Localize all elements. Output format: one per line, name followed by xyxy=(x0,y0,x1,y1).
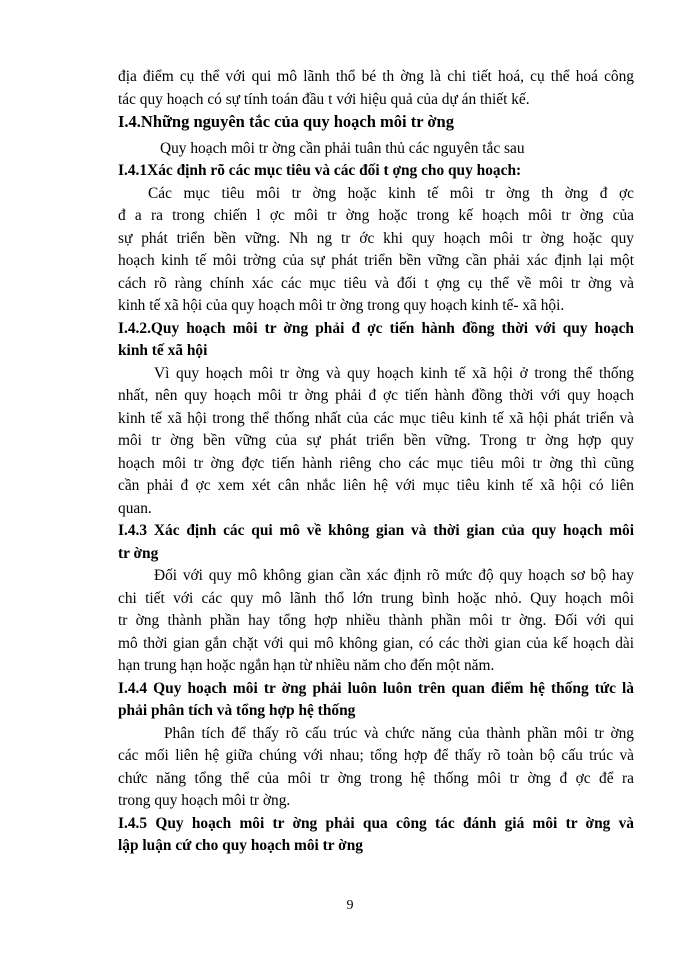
section-heading: I.4.Những nguyên tắc của quy hoạch môi tr ờng xyxy=(118,112,454,131)
subsection-heading: kinh tế xã hội xyxy=(118,342,208,359)
body-line: Vì quy hoạch môi tr ờng và quy hoạch kinh tế xã hội ở trong thể thống xyxy=(154,364,634,382)
body-line: kinh tế xã hội trong thể thống nhất của các mục tiêu kinh tế xã hội phát triển và xyxy=(118,409,634,427)
body-line: các mối liên hệ giữa chúng với nhau; tổng hợp để thấy rõ toàn bộ cấu trúc và xyxy=(118,747,634,764)
body-line: tác quy hoạch có sự tính toán đầu t với hiệu quả của dự án thiết kế. xyxy=(118,90,530,108)
body-line: quan. xyxy=(118,499,152,517)
body-line: Các mục tiêu môi tr ờng hoặc kinh tế môi tr ờng th ờng đ ợc xyxy=(148,184,634,202)
body-line: địa điểm cụ thể với qui mô lãnh thổ bé th ờng là chi tiết hoá, cụ thể hoá công xyxy=(118,68,634,85)
body-line: sự phát triển bền vững. Nh ng tr ớc khi quy hoạch môi tr ờng hoặc quy xyxy=(118,229,634,247)
subsection-heading: I.4.1Xác định rõ các mục tiêu và các đối t ợng cho quy hoạch: xyxy=(118,162,522,179)
subsection-heading: I.4.5 Quy hoạch môi tr ờng phải qua công tác đánh giá môi tr ờng và xyxy=(118,814,634,832)
body-line: hoạch kinh tế môi trờng của sự phát triển bền vững cần phải xác định lại một xyxy=(118,252,634,269)
body-line: chi tiết với các quy mô lãnh thổ lớn trung bình hoặc nhỏ. Quy hoạch môi xyxy=(118,589,634,607)
subsection-heading: tr ờng xyxy=(118,544,159,562)
body-line: kinh tế xã hội của quy hoạch môi tr ờng trong quy hoạch kinh tế- xã hội. xyxy=(118,297,565,314)
body-line: hoạch môi tr ờng đợc tiến hành riêng cho các mục tiêu môi tr ờng thì cũng xyxy=(118,454,634,472)
subsection-heading: I.4.4 Quy hoạch môi tr ờng phải luôn luôn trên quan điểm hệ thống tức là xyxy=(118,679,634,697)
body-line: hạn trung hạn hoặc ngắn hạn từ nhiều năm cho đến một năm. xyxy=(118,657,495,674)
body-line: trong quy hoạch môi tr ờng. xyxy=(118,792,291,809)
page-number: 9 xyxy=(346,898,354,913)
subsection-heading: lập luận cứ cho quy hoạch môi tr ờng xyxy=(118,837,363,854)
body-line: Đối với quy mô không gian cần xác định rõ mức độ quy hoạch sơ bộ hay xyxy=(154,567,634,584)
body-line: Quy hoạch môi tr ờng cần phải tuân thủ các nguyên tắc sau xyxy=(160,139,525,157)
subsection-heading: I.4.3 Xác định các qui mô về không gian và thời gian của quy hoạch môi xyxy=(118,522,634,539)
body-line: chức năng tổng thể của môi tr ờng trong hệ thống môi tr ờng đ ợc để ra xyxy=(118,769,634,787)
body-line: đ a ra trong chiến l ợc môi tr ờng hoặc trong kế hoạch môi tr ờng của xyxy=(118,207,634,224)
body-line: môi tr ờng bền vững của sự phát triển bền vững. Trong tr ờng hợp quy xyxy=(118,432,634,449)
body-line: cách rõ ràng chính xác các mục tiêu và đối t ợng cụ thể về môi tr ờng và xyxy=(118,274,634,292)
body-line: cần phải đ ợc xem xét cân nhắc liên hệ với mục tiêu kinh tế xã hội có liên xyxy=(118,477,634,494)
subsection-heading: phải phân tích và tổng hợp hệ thống xyxy=(118,702,356,719)
subsection-heading: I.4.2.Quy hoạch môi tr ờng phải đ ợc tiến hành đồng thời với quy hoạch xyxy=(118,319,634,337)
body-line: Phân tích để thấy rõ cấu trúc và chức năng của thành phần môi tr ờng xyxy=(164,724,634,742)
body-line: mô thời gian gắn chặt với qui mô không gian, có các thời gian của kế hoạch dài xyxy=(118,634,634,652)
body-line: tr ờng thành phần hay tổng hợp nhiều thành phần môi tr ờng. Đối với qui xyxy=(118,612,634,629)
page-content xyxy=(118,66,634,858)
body-line: nhất, nên quy hoạch môi tr ờng phải đ ợc tiến hành đồng thời với quy hoạch xyxy=(118,387,634,404)
